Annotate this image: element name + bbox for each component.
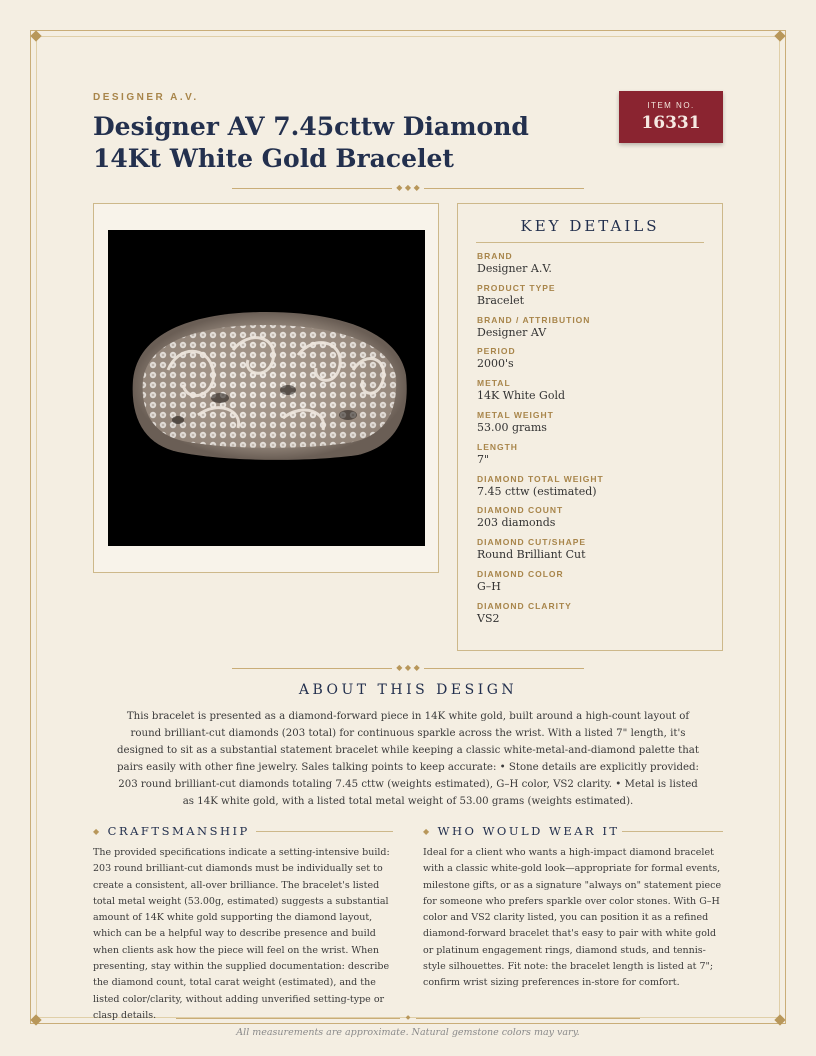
- page-title: Designer AV 7.45cttw Diamond 14Kt White Gold Bracelet: [93, 112, 529, 173]
- product-photo-card: [93, 203, 439, 573]
- who-title-text: WHO WOULD WEAR IT: [437, 824, 620, 838]
- divider-bottom: [176, 1014, 640, 1022]
- detail-label: METAL WEIGHT: [477, 409, 554, 420]
- detail-label: DIAMOND COUNT: [477, 505, 564, 516]
- detail-value: VS2: [477, 611, 500, 625]
- detail-value: 7.45 cttw (estimated): [477, 484, 597, 498]
- who-title: [423, 824, 620, 838]
- detail-label: DIAMOND TOTAL WEIGHT: [477, 473, 604, 484]
- diamond-ornament-icon: ◆ ◆ ◆: [396, 183, 420, 192]
- bracelet-image: [108, 230, 425, 546]
- detail-metal: [477, 378, 604, 410]
- key-details-list: [477, 251, 604, 633]
- detail-diamond-count: [477, 505, 604, 537]
- detail-attribution: [477, 315, 604, 347]
- detail-value: 2000's: [477, 357, 514, 371]
- detail-diamond-total-weight: [477, 474, 604, 506]
- detail-value: 7": [477, 452, 490, 466]
- diamond-bullet-icon: ◆: [423, 827, 432, 836]
- detail-label: DIAMOND CUT/SHAPE: [477, 537, 587, 548]
- detail-value: G–H: [477, 579, 501, 593]
- item-number-value: 16331: [641, 113, 701, 133]
- craftsmanship-rule: [256, 831, 393, 832]
- detail-value: 14K White Gold: [477, 389, 566, 403]
- diamond-ornament-icon: ◆ ◆ ◆: [396, 663, 420, 672]
- diamond-bullet-icon: ◆: [93, 827, 102, 836]
- detail-period: [477, 346, 604, 378]
- detail-diamond-color: [477, 569, 604, 601]
- detail-product-type: [477, 283, 604, 315]
- footer-note: All measurements are approximate. Natural gemstone colors may vary.: [236, 1027, 580, 1038]
- diamond-ornament-icon: ◆: [405, 1014, 411, 1021]
- detail-label: METAL: [477, 378, 511, 389]
- detail-diamond-cut: [477, 537, 604, 569]
- detail-value: 53.00 grams: [477, 420, 547, 434]
- divider-top: [232, 184, 584, 192]
- who-rule: [622, 831, 723, 832]
- designer-eyebrow: DESIGNER A.V.: [93, 92, 199, 103]
- detail-value: Round Brilliant Cut: [477, 548, 586, 562]
- detail-label: BRAND: [477, 251, 513, 261]
- product-photo: [108, 230, 425, 546]
- who-text: Ideal for a client who wants a high-impact diamond bracelet with a classic white-gold look—appropriate for formal events, milestone gifts, or as a signature "always on" statement piece for someone who prefers sparkle over color stones. With G–H color and VS2 clarity listed, you can position it as a refined diamond-forward bracelet that's easy to pair with white gold or platinum engagement rings, diamond studs, and tennis-style silhouettes. Fit note: the bracelet length is listed at 7"; confirm wrist sizing preferences in-store for comfort.: [423, 847, 722, 989]
- detail-value: Designer A.V.: [477, 262, 552, 275]
- divider-middle: [232, 664, 584, 672]
- detail-label: PRODUCT TYPE: [477, 282, 556, 293]
- key-details-rule: [476, 242, 704, 243]
- detail-brand: [477, 251, 604, 283]
- item-number-badge: [619, 91, 723, 143]
- detail-value: Bracelet: [477, 293, 525, 307]
- detail-length: [477, 442, 604, 474]
- about-title: ABOUT THIS DESIGN: [298, 682, 518, 698]
- detail-value: 203 diamonds: [477, 516, 556, 530]
- craftsmanship-text: The provided specifications indicate a setting-intensive build: 203 round brilliant-cut diamonds must be individually set to create a consistent, all-over brilliance. The bracelet's listed total metal weight (53.00g, estimated) suggests a substantial amount of 14K white gold supporting the diamond layout, which can be a helpful way to describe presence and build when clients ask how the piece will feel on the wrist. When presenting, stay within the supplied documentation: describe the diamond count, total carat weight (estimated), and the listed color/clarity, without adding unverified setting-type or clasp details.: [93, 847, 390, 1021]
- detail-metal-weight: [477, 410, 604, 442]
- key-details-title: KEY DETAILS: [520, 217, 660, 235]
- key-details-panel: [457, 203, 723, 651]
- detail-label: BRAND / ATTRIBUTION: [477, 314, 591, 325]
- item-number-label: ITEM NO.: [647, 101, 695, 110]
- detail-diamond-clarity: [477, 601, 604, 633]
- detail-value: Designer AV: [477, 325, 547, 339]
- about-text: This bracelet is presented as a diamond-forward piece in 14K white gold, built around a high-count layout of round brilliant-cut diamonds (203 total) for continuous sparkle across the wrist. With a listed 7" length, it's designed to sit as a substantial statement bracelet while keeping a classic white-metal-and-diamond palette that pairs easily with other fine jewelry. Sales talking points to keep accurate: • Stone details are explicitly provided: 203 round brilliant-cut diamonds totaling 7.45 cttw (weights estimated), G–H color, VS2 clarity. • Metal is listed as 14K white gold, with a listed total metal weight of 53.00 grams (weights estimated).: [116, 711, 699, 807]
- detail-label: DIAMOND COLOR: [477, 568, 564, 579]
- craftsmanship-title-text: CRAFTSMANSHIP: [107, 824, 250, 838]
- detail-label: PERIOD: [477, 346, 516, 357]
- detail-label: LENGTH: [477, 441, 518, 452]
- detail-label: DIAMOND CLARITY: [477, 600, 572, 611]
- craftsmanship-title: [93, 824, 250, 838]
